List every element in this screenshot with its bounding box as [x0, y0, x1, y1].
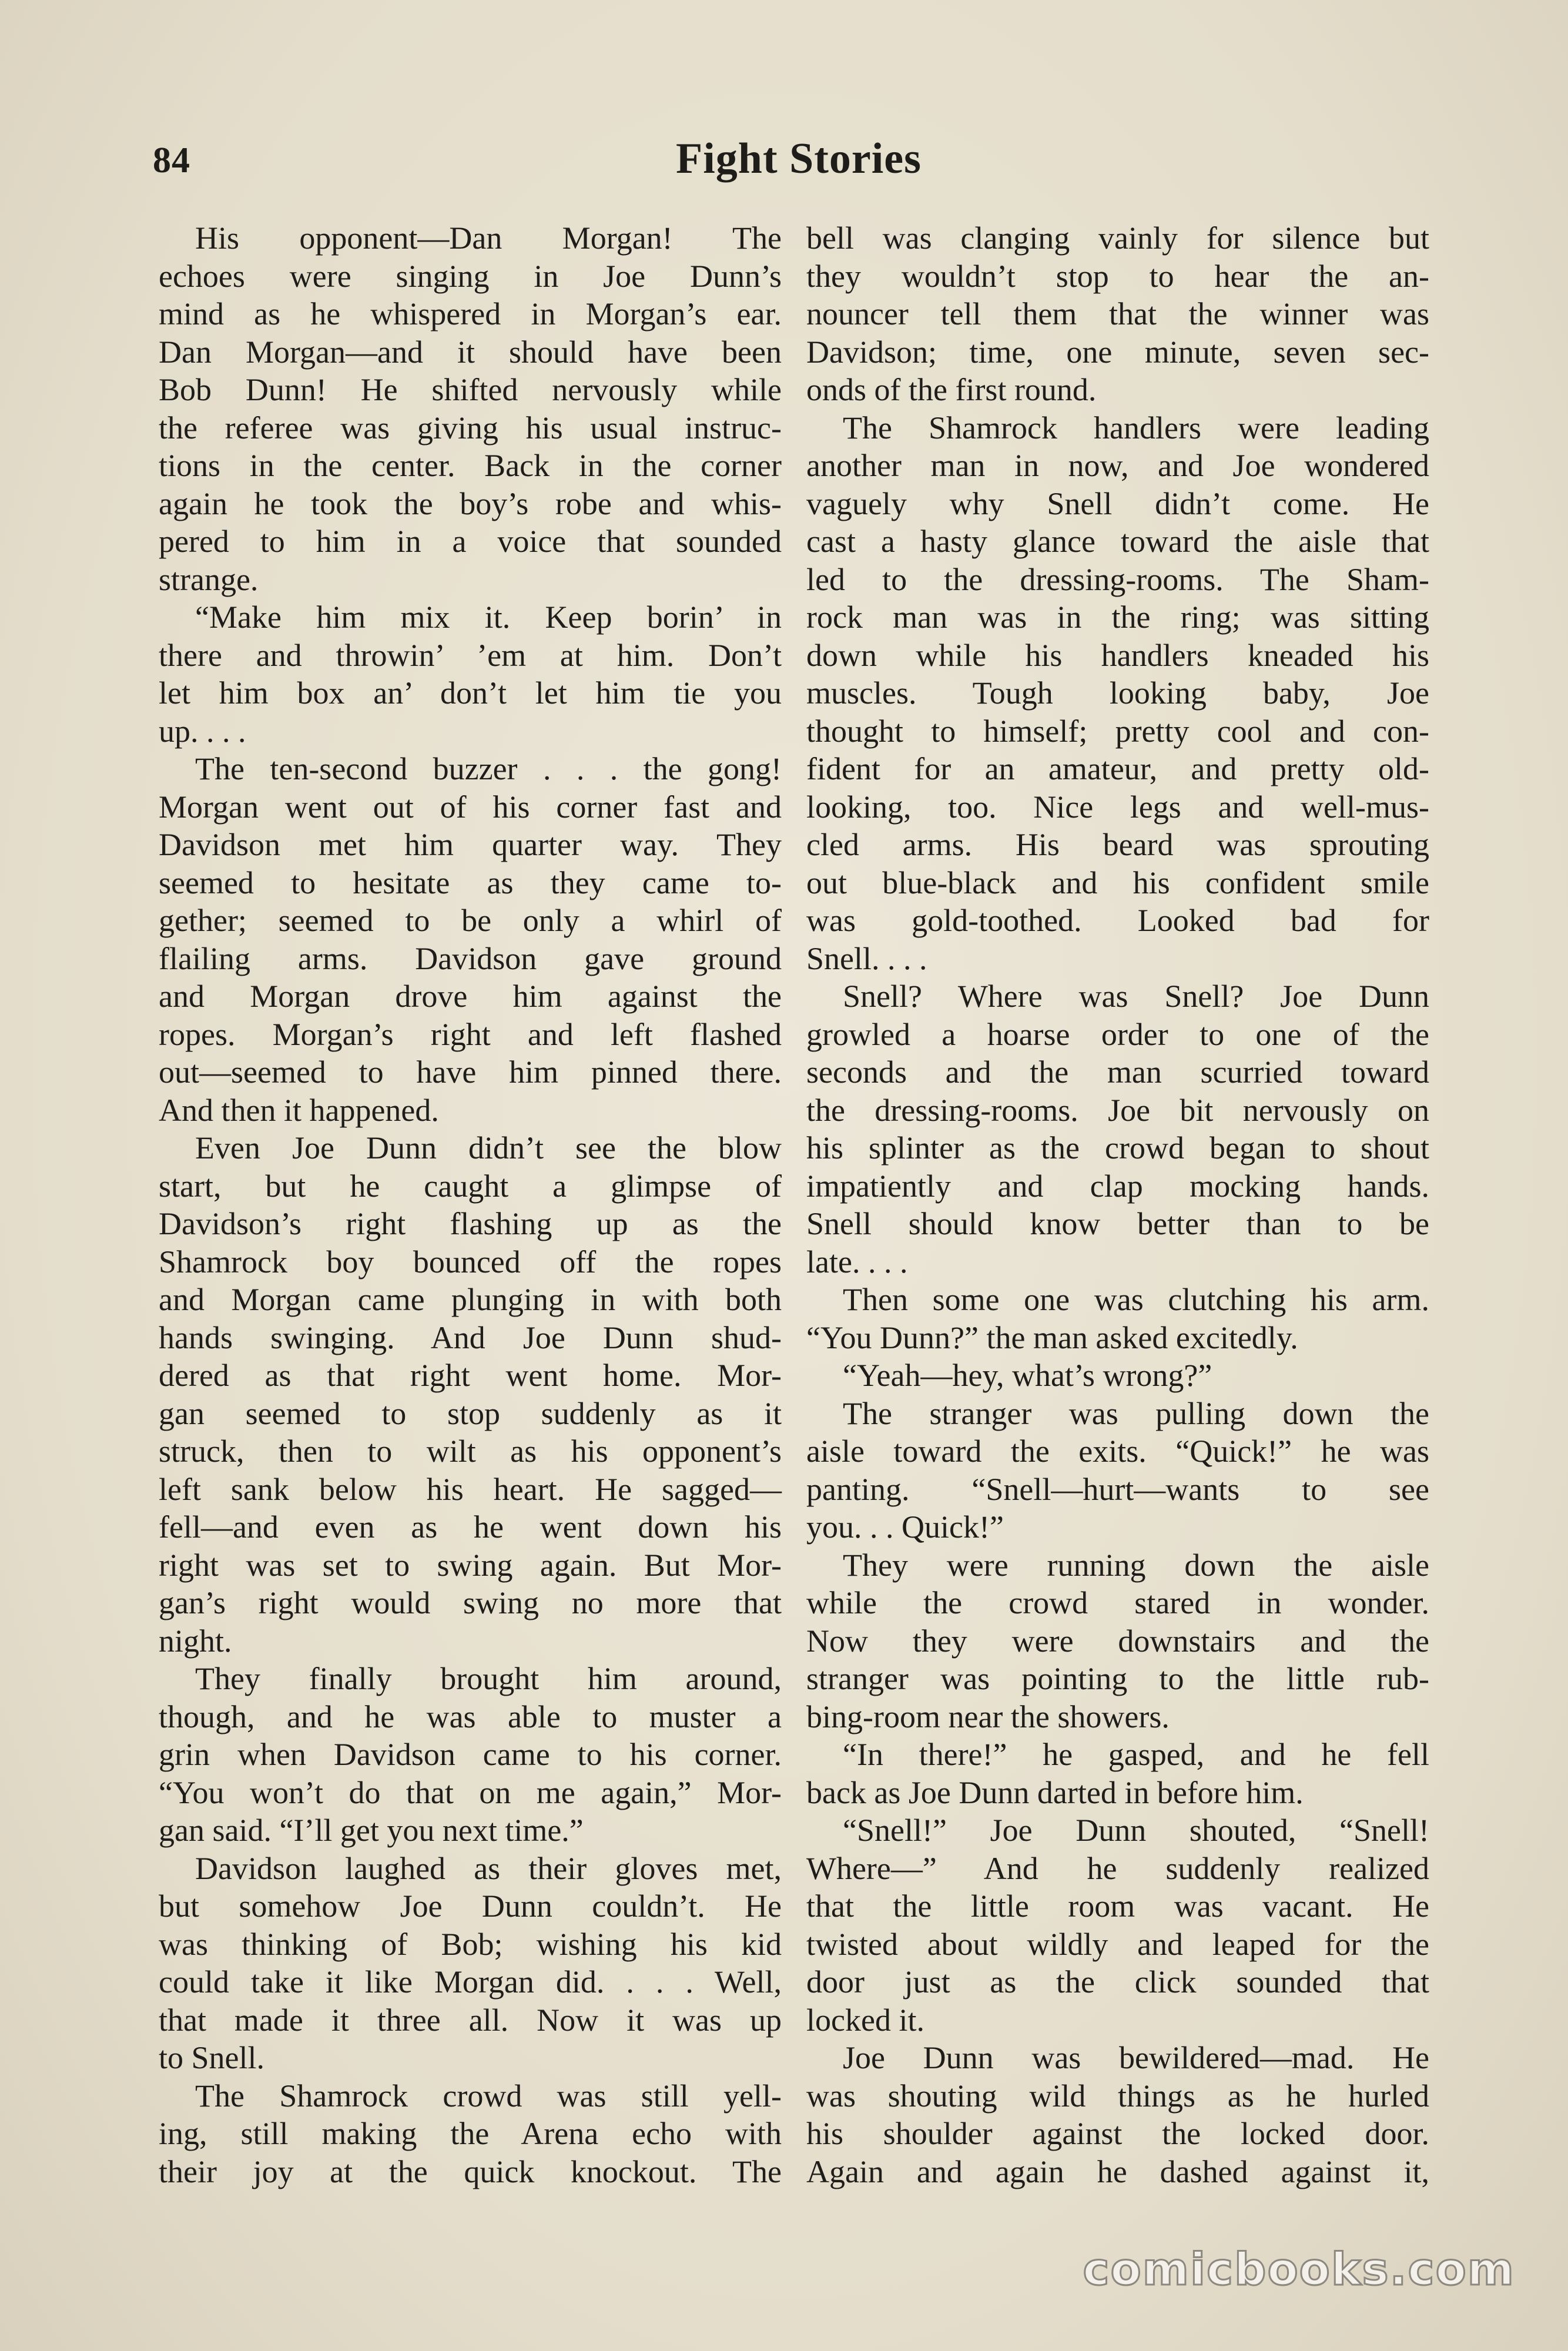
text-line: Then some one was clutching his arm.: [843, 1282, 1429, 1317]
text-line: strange.: [159, 561, 259, 597]
text-line: Snell should know better than to be: [806, 1206, 1429, 1241]
text-line: you. . . Quick!”: [806, 1509, 1004, 1545]
text-line: stranger was pointing to the little rub-: [806, 1661, 1429, 1696]
text-line: vaguely why Snell didn’t come. He: [806, 485, 1429, 521]
text-line: was shouting wild things as he hurled: [806, 2078, 1429, 2114]
text-line: onds of the first round.: [806, 372, 1097, 407]
text-line: muscles. Tough looking baby, Joe: [806, 675, 1429, 711]
text-line: their joy at the quick knockout. The: [159, 2154, 782, 2189]
text-line: impatiently and clap mocking hands.: [806, 1168, 1429, 1204]
text-line: let him box an’ don’t let him tie you: [159, 675, 782, 711]
text-line: Morgan went out of his corner fast and: [159, 789, 782, 825]
text-line: right was set to swing again. But Mor-: [159, 1547, 782, 1583]
text-line: ropes. Morgan’s right and left flashed: [159, 1016, 782, 1052]
text-line: out—seemed to have him pinned there.: [159, 1054, 782, 1090]
text-line: but somehow Joe Dunn couldn’t. He: [159, 1888, 782, 1924]
text-line: panting. “Snell—hurt—wants to see: [806, 1471, 1429, 1507]
text-line: The Shamrock crowd was still yell-: [195, 2078, 782, 2114]
text-line: late. . . .: [806, 1244, 908, 1280]
text-line: Joe Dunn was bewildered—mad. He: [843, 2040, 1429, 2075]
page-header: [153, 134, 1445, 193]
text-line: left sank below his heart. He sagged—: [159, 1471, 782, 1507]
text-line: gan said. “I’ll get you next time.”: [159, 1813, 584, 1848]
page-number: 84: [153, 140, 190, 180]
text-line: Even Joe Dunn didn’t see the blow: [195, 1130, 782, 1166]
text-line: the referee was giving his usual instruc-: [159, 410, 782, 446]
text-column-left: [159, 219, 782, 2191]
text-line: mind as he whispered in Morgan’s ear.: [159, 296, 782, 331]
text-line: hands swinging. And Joe Dunn shud-: [159, 1319, 782, 1355]
text-line: and Morgan drove him against the: [159, 979, 782, 1014]
text-line: though, and he was able to muster a: [159, 1699, 782, 1734]
text-line: again he took the boy’s robe and whis-: [159, 485, 782, 521]
text-line: They were running down the aisle: [843, 1547, 1429, 1583]
text-line: “Make him mix it. Keep borin’ in: [195, 600, 782, 635]
text-line: The Shamrock handlers were leading: [843, 410, 1429, 446]
text-line: cast a hasty glance toward the aisle that: [806, 524, 1429, 559]
text-line: Snell. . . .: [806, 940, 927, 976]
text-line: they wouldn’t stop to hear the an-: [806, 258, 1429, 294]
text-line: ing, still making the Arena echo with: [159, 2116, 782, 2151]
text-line: The ten-second buzzer . . . the gong!: [195, 751, 782, 786]
watermark-logo: comicbooks.com: [1083, 2243, 1515, 2295]
text-line: his splinter as the crowd began to shout: [806, 1130, 1429, 1166]
text-line: Bob Dunn! He shifted nervously while: [159, 372, 782, 407]
text-line: to Snell.: [159, 2040, 265, 2075]
text-line: growled a hoarse order to one of the: [806, 1016, 1429, 1052]
text-line: Davidson’s right flashing up as the: [159, 1206, 782, 1241]
text-line: His opponent—Dan Morgan! The: [195, 220, 782, 256]
text-line: night.: [159, 1623, 232, 1659]
text-line: thought to himself; pretty cool and con-: [806, 713, 1429, 749]
running-title: Fight Stories: [676, 135, 922, 183]
text-line: “You won’t do that on me again,” Mor-: [159, 1774, 782, 1810]
text-line: “You Dunn?” the man asked excitedly.: [806, 1319, 1298, 1355]
text-line: there and throwin’ ’em at him. Don’t: [159, 637, 782, 673]
text-line: aisle toward the exits. “Quick!” he was: [806, 1434, 1429, 1469]
text-line: twisted about wildly and leaped for the: [806, 1926, 1429, 1962]
text-line: seemed to hesitate as they came to-: [159, 865, 782, 900]
text-line: “Snell!” Joe Dunn shouted, “Snell!: [843, 1813, 1429, 1848]
text-line: down while his handlers kneaded his: [806, 637, 1429, 673]
text-line: while the crowd stared in wonder.: [806, 1585, 1429, 1620]
text-line: was thinking of Bob; wishing his kid: [159, 1926, 782, 1962]
text-line: that the little room was vacant. He: [806, 1888, 1429, 1924]
text-line: flailing arms. Davidson gave ground: [159, 940, 782, 976]
text-line: Now they were downstairs and the: [806, 1623, 1429, 1659]
text-line: Davidson; time, one minute, seven sec-: [806, 334, 1429, 370]
text-line: The stranger was pulling down the: [843, 1395, 1429, 1431]
text-line: fell—and even as he went down his: [159, 1509, 782, 1545]
text-line: led to the dressing-rooms. The Sham-: [806, 561, 1429, 597]
text-line: start, but he caught a glimpse of: [159, 1168, 782, 1204]
text-line: struck, then to wilt as his opponent’s: [159, 1434, 782, 1469]
text-line: up. . . .: [159, 713, 246, 749]
text-line: back as Joe Dunn darted in before him.: [806, 1774, 1304, 1810]
text-line: Snell? Where was Snell? Joe Dunn: [843, 979, 1429, 1014]
text-line: Dan Morgan—and it should have been: [159, 334, 782, 370]
text-line: another man in now, and Joe wondered: [806, 448, 1429, 483]
text-line: looking, too. Nice legs and well-mus-: [806, 789, 1429, 825]
text-line: bell was clanging vainly for silence but: [806, 220, 1429, 256]
text-line: “In there!” he gasped, and he fell: [843, 1737, 1429, 1772]
text-line: door just as the click sounded that: [806, 1964, 1429, 2000]
text-line: out blue-black and his confident smile: [806, 865, 1429, 900]
text-line: cled arms. His beard was sprouting: [806, 827, 1429, 862]
text-line: locked it.: [806, 2002, 924, 2038]
text-line: Where—” And he suddenly realized: [806, 1850, 1429, 1886]
text-line: tions in the center. Back in the corner: [159, 448, 782, 483]
text-line: Davidson laughed as their gloves met,: [195, 1850, 782, 1886]
text-column-right: [806, 219, 1429, 2191]
text-line: that made it three all. Now it was up: [159, 2002, 782, 2038]
text-line: dered as that right went home. Mor-: [159, 1358, 782, 1393]
text-line: rock man was in the ring; was sitting: [806, 600, 1429, 635]
text-line: Davidson met him quarter way. They: [159, 827, 782, 862]
text-line: Again and again he dashed against it,: [806, 2154, 1429, 2189]
text-line: “Yeah—hey, what’s wrong?”: [843, 1358, 1212, 1393]
text-line: nouncer tell them that the winner was: [806, 296, 1429, 331]
text-line: pered to him in a voice that sounded: [159, 524, 782, 559]
text-line: seconds and the man scurried toward: [806, 1054, 1429, 1090]
text-line: and Morgan came plunging in with both: [159, 1282, 782, 1317]
text-line: gan’s right would swing no more that: [159, 1585, 782, 1620]
text-line: could take it like Morgan did. . . . Well,: [159, 1964, 782, 2000]
text-line: was gold-toothed. Looked bad for: [806, 903, 1429, 938]
text-line: bing-room near the showers.: [806, 1699, 1170, 1734]
text-line: fident for an amateur, and pretty old-: [806, 751, 1429, 786]
text-line: gether; seemed to be only a whirl of: [159, 903, 782, 938]
text-line: grin when Davidson came to his corner.: [159, 1737, 782, 1772]
text-line: They finally brought him around,: [195, 1661, 782, 1696]
text-line: the dressing-rooms. Joe bit nervously on: [806, 1092, 1429, 1128]
text-line: his shoulder against the locked door.: [806, 2116, 1429, 2151]
text-line: And then it happened.: [159, 1092, 439, 1128]
text-line: echoes were singing in Joe Dunn’s: [159, 258, 782, 294]
text-line: Shamrock boy bounced off the ropes: [159, 1244, 782, 1280]
text-line: gan seemed to stop suddenly as it: [159, 1395, 782, 1431]
